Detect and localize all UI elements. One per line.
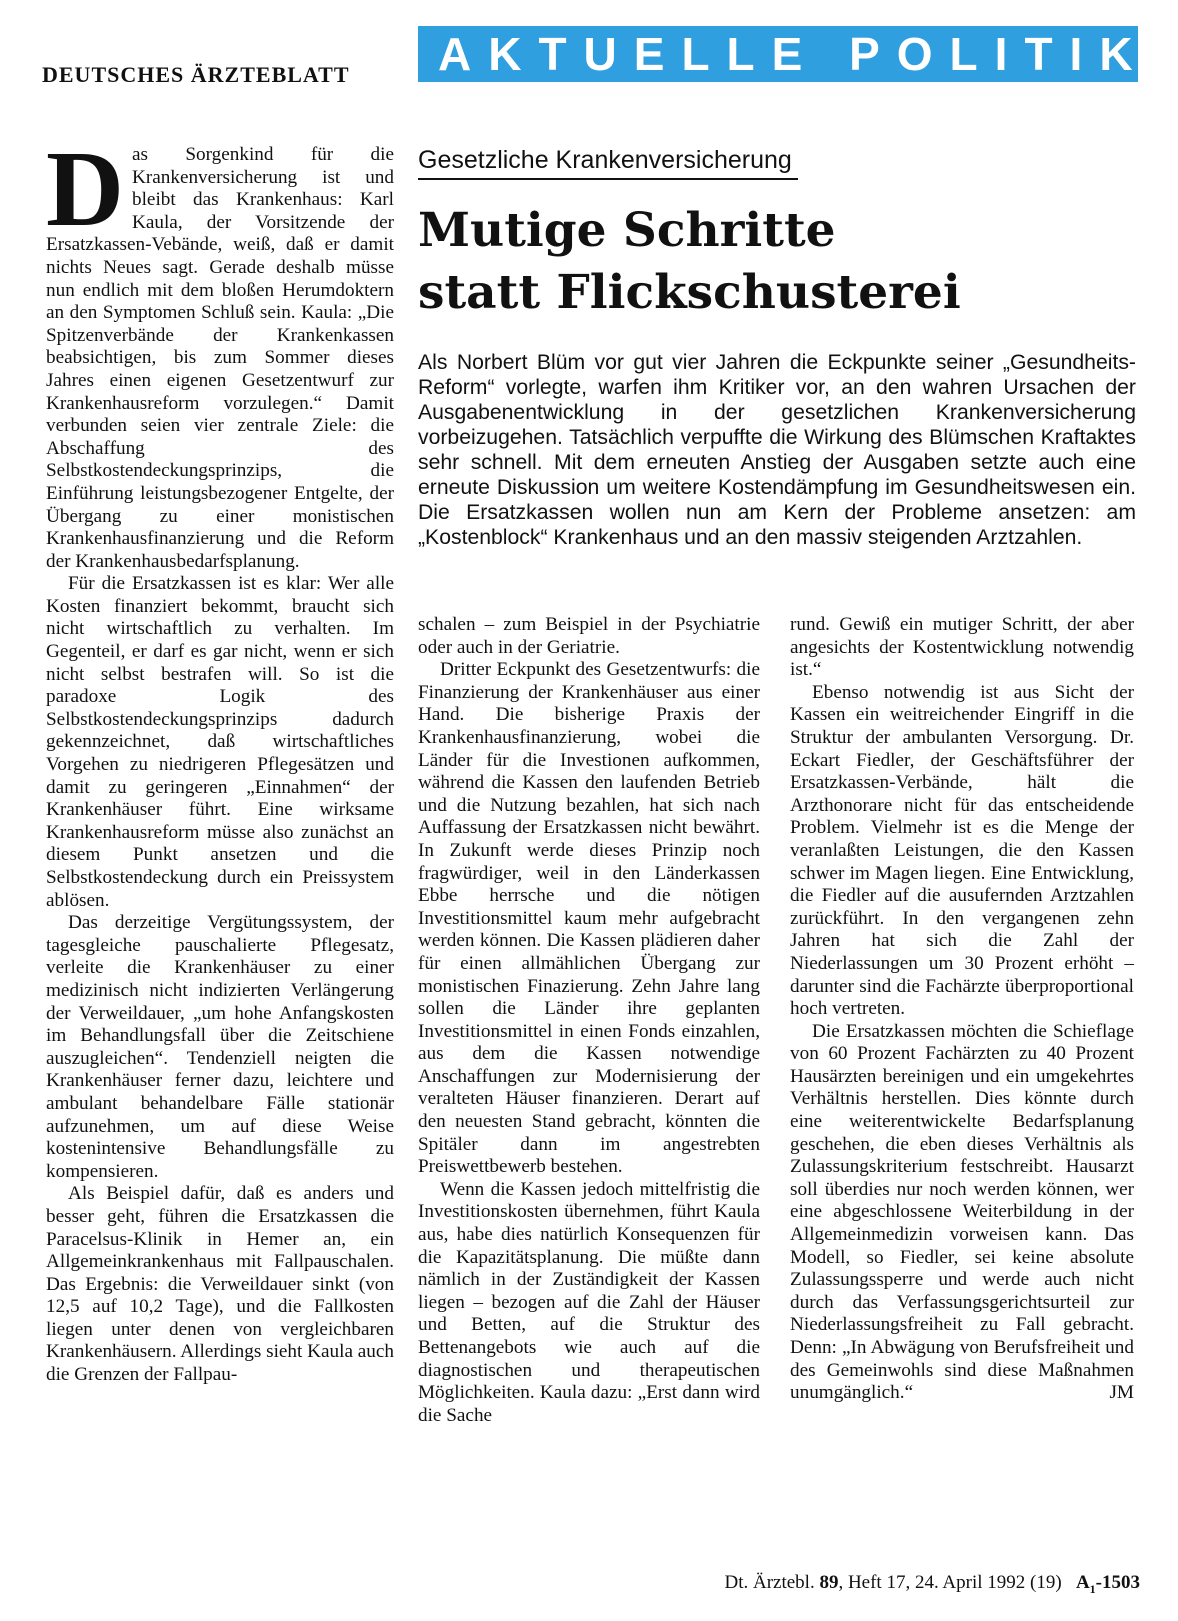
volume-number: 89 [819,1572,839,1593]
paragraph: Für die Ersatzkassen ist es klar: Wer alle Kosten finanziert bekommt, braucht sich nicht wirtschaftlich zu verhalten. Im Gegenteil, er darf es gar nicht, wenn er sich nicht selbst bestrafen will. So ist die paradoxe Logik des Selbstkostendeckungsprinzips dadurch gekennzeichnet, daß wirtschaftliches Vorgehen zu niedrigeren Pflegesätzen und damit zu geringeren „Einnahmen“ der Krankenhäuser führt. Eine wirksame Krankenhausreform müsse also zunächst an diesem Punkt ansetzen und die Selbstkostendeckung durch ein Preissystem ablösen. [46,573,394,911]
page-num: -1503 [1095,1572,1140,1593]
paragraph: Wenn die Kassen jedoch mittelfristig die Investitionskosten übernehmen, führt Kaula aus, habe dies natürlich Konsequenzen für die Kapazitätsplanung. Die müßte dann nämlich in der Zuständigkeit der Kassen liegen – bezogen auf die Zahl der Häuser und Betten, auf die Struktur des Bettenangebots wie auch auf die diagnostischen und therapeutischen Möglichkeiten. Kaula dazu: „Erst dann wird die Sache [418,1178,760,1426]
article-column-1 [46,130,394,1387]
paragraph: Ebenso notwendig ist aus Sicht der Kassen ein weitreichender Eingriff in die Struktur der ambulanten Versorgung. Dr. Eckart Fiedler, der Geschäftsführer der Ersatzkassen-Verbände, hält die Arzthonorare nicht für das entscheidende Problem. Vielmehr ist es die Menge der veranlaßten Leistungen, die den Kassen schwer im Magen liegen. Eine Entwicklung, die Fiedler auf die ausufernden Arztzahlen zurückführt. In den vergangenen zehn Jahren hat sich die Zahl der Niederlassungen um 30 Prozent erhöht – darunter sind die Fachärzte überproportional hoch vertreten. [790,681,1134,1020]
paragraph: as Sorgenkind für die Krankenversicherung ist und bleibt das Krankenhaus: Karl Kaula, der Vorsitzende der Ersatzkassen-Vebände, weiß, daß er damit nichts Neues sagt. Gerade deshalb müsse nun endlich mit dem bloßen Herumdoktern an den Symptomen Schluß sein. Kaula: „Die Spitzenverbände der Krankenkassen beabsichtigen, bis zum Sommer dieses Jahres einen eigenen Gesetzentwurf zur Krankenhausreform vorzulegen.“ Damit verbunden seien vier zentrale Ziele: die Abschaffung des Selbstkostendeckungsprinzips, die Einführung leistungsbezogener Entgelte, der Übergang zu einer monistischen Krankenhausfinanzierung und die Reform der Krankenhausbedarfsplanung. [46,144,394,572]
headline-line-2: statt Flickschusterei [418,265,961,320]
author-signature: JM [1109,1382,1134,1404]
paragraph: schalen – zum Beispiel in der Psychiatrie oder auch in der Geriatrie. [418,614,760,658]
article-column-3 [790,614,1134,1405]
headline-line-1: Mutige Schritte [418,203,836,258]
paragraph: Dritter Eckpunkt des Gesetzentwurfs: die Finanzierung der Krankenhäuser aus einer Hand. Die bisherige Praxis der Krankenhausfinanzierung, wobei die Länder für die Investionen aufkommen, während die Kassen den laufenden Betrieb und die Nutzung bezahlen, hat sich nach Auffassung der Ersatzkassen nicht bewährt. In Zukunft werde dieses Prinzip noch fragwürdiger, weil in den Länderkassen Ebbe herrsche und die nötigen Investitionsmittel kaum mehr aufgebracht werden können. Die Kassen plädieren daher für einen allmählichen Übergang zur monistischen Finazierung. Zehn Jahre lang sollen die Länder ihre geplanten Investitionsmittel in einen Fonds einzahlen, aus dem die Kassen notwendige Anschaffungen zur Modernisierung der veralteten Häuser finanzieren. Derart auf den neuesten Stand gebracht, könnten die Spitäler dann im angestrebten Preiswettbewerb bestehen. [418,659,760,1178]
page-sub: 1 [1089,1581,1096,1596]
article-column-2 [418,614,760,1427]
masthead: DEUTSCHES ÄRZTEBLATT [42,62,350,87]
paragraph [790,1021,1134,1405]
journal-name: Dt. Ärztebl. [724,1572,815,1593]
article-kicker: Gesetzliche Krankenversicherung [418,146,798,180]
page-footer [724,1572,1140,1597]
article-lead: Als Norbert Blüm vor gut vier Jahren die Eckpunkte seiner „Gesundheits-Reform“ vorlegte, warfen ihm Kritiker vor, an den wahren Ursachen der Ausgabenentwicklung in der gesetzlichen Krankenversicherung vorbeizugehen. Tatsächlich verpuffte die Wirkung des Blümschen Kraftaktes sehr schnell. Mit dem erneuten Anstieg der Ausgaben setzte auch eine erneute Diskussion um weitere Kostendämpfung im Gesundheitswesen ein. Die Ersatzkassen wollen nun am Kern der Probleme ansetzen: am „Kostenblock“ Krankenhaus und an den massiv steigenden Arztzahlen. [418,351,1136,549]
article-headline [418,200,1118,324]
paragraph: Als Beispiel dafür, daß es anders und besser geht, führen die Ersatzkassen die Paracelsus-Klinik in Hemer an, ein Allgemeinkrankenhaus mit Fallpauschalen. Das Ergebnis: die Verweildauer sinkt (von 12,5 auf 10,2 Tage), und die Fallkosten liegen unter denen von vergleichbaren Krankenhäusern. Allerdings sieht Kaula auch die Grenzen der Fallpau- [46,1183,394,1386]
paragraph-text: Die Ersatzkassen möchten die Schieflage von 60 Prozent Fachärzten zu 40 Prozent Hausärzten bereinigen und ein umgekehrtes Verhältnis herstellen. Dies könnte durch eine weiterentwickelte Bedarfsplanung geschehen, die eben dieses Verhältnis als Zulassungskriterium festschreibt. Hausarzt soll überdies nur noch werden können, wer eine abgeschlossene Weiterbildung in der Allgemeinmedizin vorweisen kann. Das Modell, so Fiedler, sei keine absolute Zulassungssperre und werde auch nicht durch das Verfassungsgerichtsurteil zur Niederlassungsfreiheit zu Fall gebracht. Denn: „In Abwägung von Berufsfreiheit und des Gemeinwohls sind diese Maßnahmen unumgänglich.“ [790,1020,1134,1404]
page-number [1075,1572,1140,1596]
section-banner: AKTUELLE POLITIK [418,26,1138,82]
drop-cap: D [46,130,124,249]
page-prefix: A [1075,1572,1090,1593]
issue-date: , Heft 17, 24. April 1992 (19) [838,1572,1062,1593]
paragraph: Das derzeitige Vergütungssystem, der tagesgleiche pauschalierte Pflegesatz, verleite die Krankenhäuser zu einer medizinisch nicht indizierten Verlängerung der Verweildauer, „um hohe Anfangskosten im Behandlungsfall über die Zeitschiene auszugleichen“. Tendenziell neigten die Krankenhäuser ferner dazu, leichtere und ambulant behandelbare Fälle stationär aufzunehmen, um auf diese Weise kostenintensive Behandlungsfälle zu kompensieren. [46,912,394,1182]
paragraph: rund. Gewiß ein mutiger Schritt, der aber angesichts der Kostentwicklung notwendig ist.“ [790,614,1134,681]
